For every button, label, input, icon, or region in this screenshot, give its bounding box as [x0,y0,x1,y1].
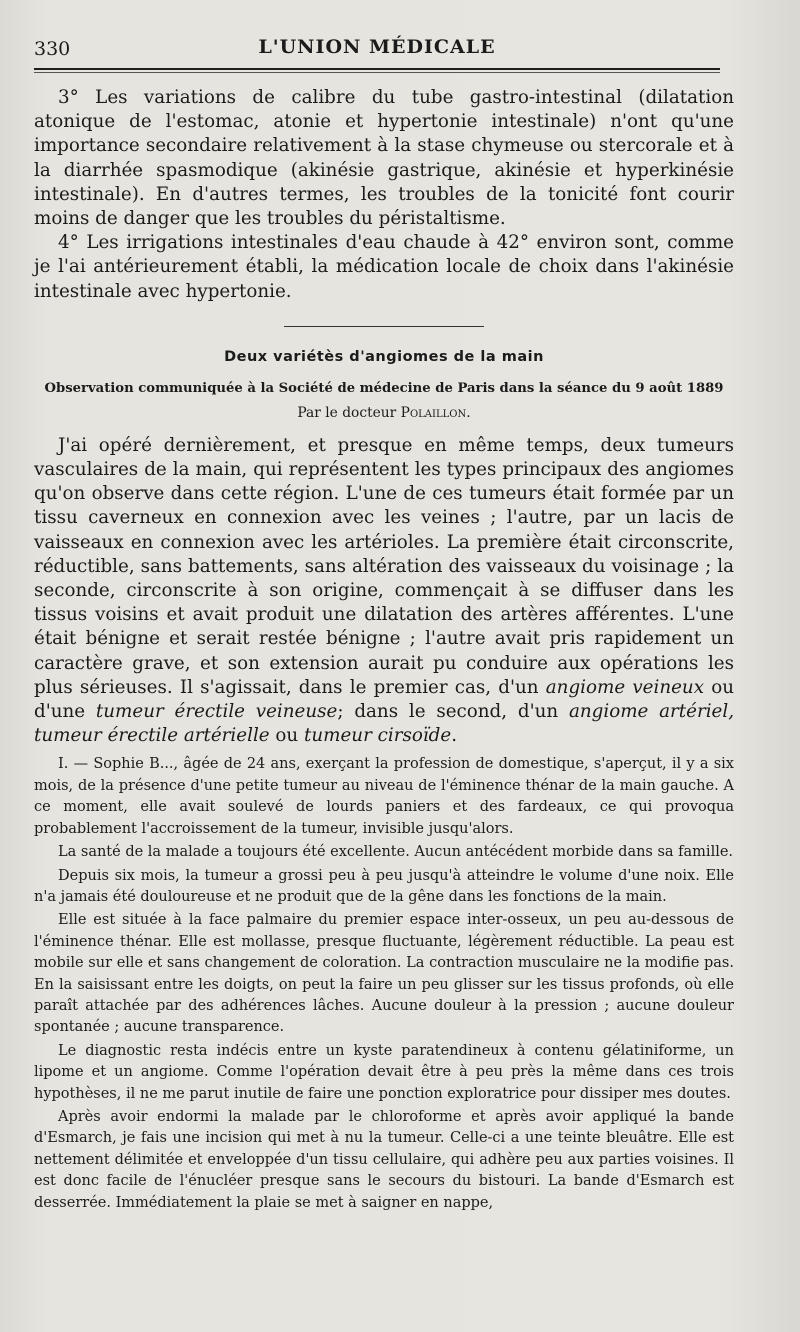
article-author [34,402,734,424]
article-subtitle: Observation communiquée à la Société de médecine de Paris dans la séance du 9 août 1889 [44,380,724,396]
intro-text: J'ai opéré dernièrement, et presque en même temps, deux tumeurs vasculaires de la main, qui représentent les types principaux des angiomes qu'on observe dans cette région. L'une de ces tumeurs était formée par un tissu caverneux en connexion avec les veines ; l'autre, par un lacis de vaisseaux en connexion avec les artérioles. La première était circonscrite, réductible, sans battements, sans altération des vaisseaux du voisinage ; la seconde, circonscrite à son origine, commençait à se diffuser dans les tissus voisins et avait produit une dilatation des artères afférentes. L'une était bénigne et serait restée bénigne ; l'autre avait pris rapidement un caractère grave, et son extension aurait pu conduire aux opérations les plus sérieuses. Il s'agissait, dans le premier cas, d'un [34,434,734,698]
observation-paragraph-3: Depuis six mois, la tumeur a grossi peu à peu jusqu'à atteindre le volume d'une noix. Elle n'a jamais été douloureuse et ne produit que de la gêne dans les fonctions de la main. [34,867,734,905]
author-name: Polaillon. [400,404,471,421]
author-prefix: Par le docteur [297,404,397,421]
section-separator [284,326,484,327]
page-header [34,36,720,64]
page-body [34,86,734,1214]
intro-italic-1: angiome veineux [545,676,705,698]
header-rule [34,68,720,70]
observation-paragraph-4: Elle est située à la face palmaire du premier espace inter-osseux, un peu au-dessous de l'éminence thénar. Elle est mollasse, presque fluctuante, légèrement réductible. La peau est mobile sur elle et sans changement de coloration. La contraction musculaire ne la modifie pas. En la saisissant entre les doigts, on peut la faire un peu glisser sur les tissus profonds, où elle paraît attachée par des adhérences lâches. Aucune douleur à la pression ; aucune douleur spontanée ; aucune transparence. [34,912,734,1036]
conclusions-section [34,86,734,304]
observation-section [34,754,734,1214]
observation-paragraph-1: I. — Sophie B..., âgée de 24 ans, exerçant la profession de domestique, s'aperçut, il y a six mois, de la présence d'une petite tumeur au niveau de l'éminence thénar de la main gauche. A ce moment, elle avait soulevé de lourds paniers et des fardeaux, ce qui provoqua probablement l'accroissement de la tumeur, invisible jusqu'alors. [34,756,734,837]
article-title: Deux variétès d'angiomes de la main [224,348,544,365]
intro-italic-3: angiome artériel, tumeur érectile artérielle [34,701,735,747]
intro-sep-2: ; dans le second, d'un [337,701,559,723]
intro-sep-1: ou d'une [34,676,734,723]
conclusion-paragraph-4: 4° Les irrigations intestinales d'eau chaude à 42° environ sont, comme je l'ai antérieurement établi, la médication locale de choix dans l'akinésie intestinale avec hypertonie. [34,232,734,302]
intro-paragraph [34,434,734,749]
header-rule-thin [34,72,720,73]
conclusion-paragraph-3: 3° Les variations de calibre du tube gastro-intestinal (dilatation atonique de l'estomac, atonie et hypertonie intestinale) n'ont qu'une importance secondaire relativement à la stase chymeuse ou stercorale et à la diarrhée spasmodique (akinésie gastrique, akinésie et hyperkinésie intestinale). En d'autres termes, les troubles de la tonicité font courir moins de danger que les troubles du péristaltisme. [34,87,734,230]
observation-paragraph-6: Après avoir endormi la malade par le chloroforme et après avoir appliqué la bande d'Esmarch, je fais une incision qui met à nu la tumeur. Celle-ci a une teinte bleuâtre. Elle est nettement délimitée et enveloppée d'un tissu cellulaire, qui adhère peu aux parties voisines. Il est donc facile de l'énucléer presque sans le secours du bistouri. La bande d'Esmarch est desserrée. Immédiatement la plaie se met à saigner en nappe, [34,1108,734,1211]
running-title: L'UNION MÉDICALE [258,36,496,58]
page-number: 330 [34,38,71,60]
observation-paragraph-2: La santé de la malade a toujours été excellente. Aucun antécédent morbide dans sa famille. [58,844,734,861]
intro-section [34,434,734,749]
intro-end: . [451,725,458,747]
intro-sep-3: ou [275,725,299,747]
intro-italic-4: tumeur cirsoïde [304,725,452,747]
observation-paragraph-5: Le diagnostic resta indécis entre un kyste paratendineux à contenu gélatiniforme, un lipome et un angiome. Comme l'opération devait être à peu près la même dans ces trois hypothèses, il ne me parut inutile de faire une ponction exploratrice pour dissiper mes doutes. [34,1042,734,1102]
intro-italic-2: tumeur érectile veineuse [95,701,338,723]
